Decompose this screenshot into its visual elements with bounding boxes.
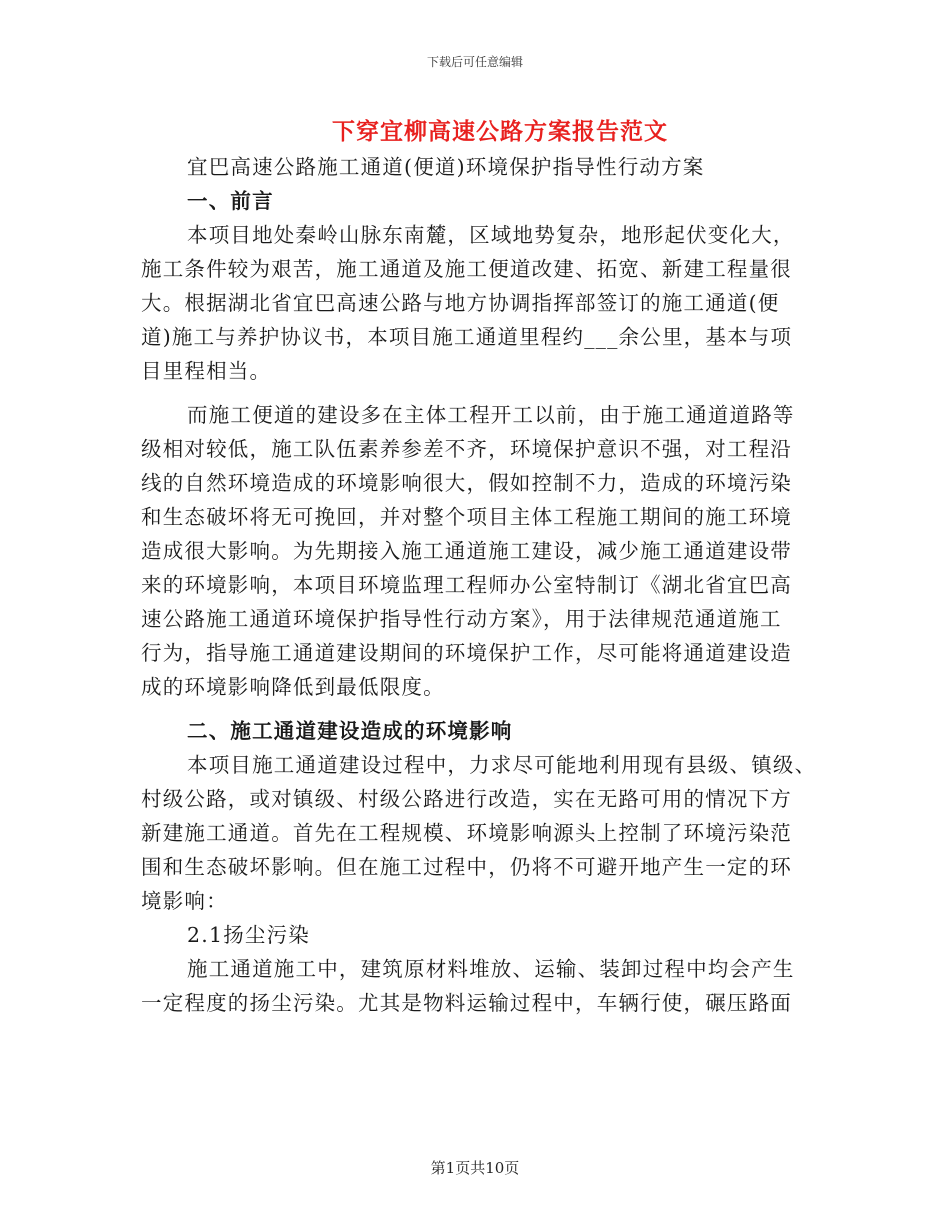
document-subtitle: 宜巴高速公路施工通道(便道)环境保护指导性行动方案	[187, 155, 705, 179]
text-line: 来的环境影响，本项目环境监理工程师办公室特制订《湖北省宜巴高	[141, 573, 792, 597]
text-line: 和生态破坏将无可挽回，并对整个项目主体工程施工期间的施工环境	[141, 505, 792, 529]
text-line: 速公路施工通道环境保护指导性行动方案》，用于法律规范通道施工	[141, 607, 782, 631]
text-line: 一定程度的扬尘污染。尤其是物料运输过程中，车辆行使，碾压路面	[141, 991, 792, 1015]
text-line: 线的自然环境造成的环境影响很大，假如控制不力，造成的环境污染	[141, 471, 792, 495]
text-line: 施工条件较为艰苦，施工通道及施工便道改建、拓宽、新建工程量很	[141, 257, 792, 281]
text-line: 村级公路，或对镇级、村级公路进行改造，实在无路可用的情况下方	[141, 787, 792, 811]
paragraph-4	[141, 952, 803, 1020]
text-line: 本项目施工通道建设过程中，力求尽可能地利用现有县级、镇级、	[187, 753, 817, 777]
text-line: 而施工便道的建设多在主体工程开工以前，由于施工通道道路等	[187, 403, 795, 427]
page-header: 下载后可任意编辑	[426, 55, 523, 69]
text-line: 行为，指导施工通道建设期间的环境保护工作，尽可能将通道建设造	[141, 641, 792, 665]
text-line: 造成很大影响。为先期接入施工通道施工建设，减少施工通道建设带	[141, 539, 792, 563]
page-footer: 第1页共10页	[430, 1159, 520, 1177]
text-line: 大。根据湖北省宜巴高速公路与地方协调指挥部签订的施工通道(便	[141, 291, 780, 315]
section-heading-2: 二、施工通道建设造成的环境影响	[187, 719, 513, 743]
text-line: 目里程相当。	[141, 359, 272, 383]
paragraph-2	[141, 398, 803, 704]
text-line: 本项目地处秦岭山脉东南麓，区域地势复杂，地形起伏变化大，	[187, 223, 795, 247]
text-line: 成的环境影响降低到最低限度。	[141, 675, 445, 699]
text-line: 级相对较低，施工队伍素养参差不齐，环境保护意识不强，对工程沿	[141, 437, 792, 461]
section-heading-1: 一、前言	[187, 189, 274, 213]
paragraph-3	[141, 748, 817, 918]
text-line: 道)施工与养护协议书，本项目施工通道里程约___余公里，基本与项	[141, 325, 793, 349]
text-line: 新建施工通道。首先在工程规模、环境影响源头上控制了环境污染范	[141, 821, 792, 845]
text-line: 施工通道施工中，建筑原材料堆放、运输、装卸过程中均会产生	[187, 957, 795, 981]
text-line: 围和生态破坏影响。但在施工过程中，仍将不可避开地产生一定的环	[141, 855, 792, 879]
document-body	[141, 150, 817, 1020]
text-line: 境影响：	[141, 889, 228, 913]
subsection-heading: 2.1扬尘污染	[187, 923, 311, 947]
document-title: 下穿宜柳高速公路方案报告范文	[332, 118, 668, 145]
paragraph-1	[141, 218, 803, 388]
